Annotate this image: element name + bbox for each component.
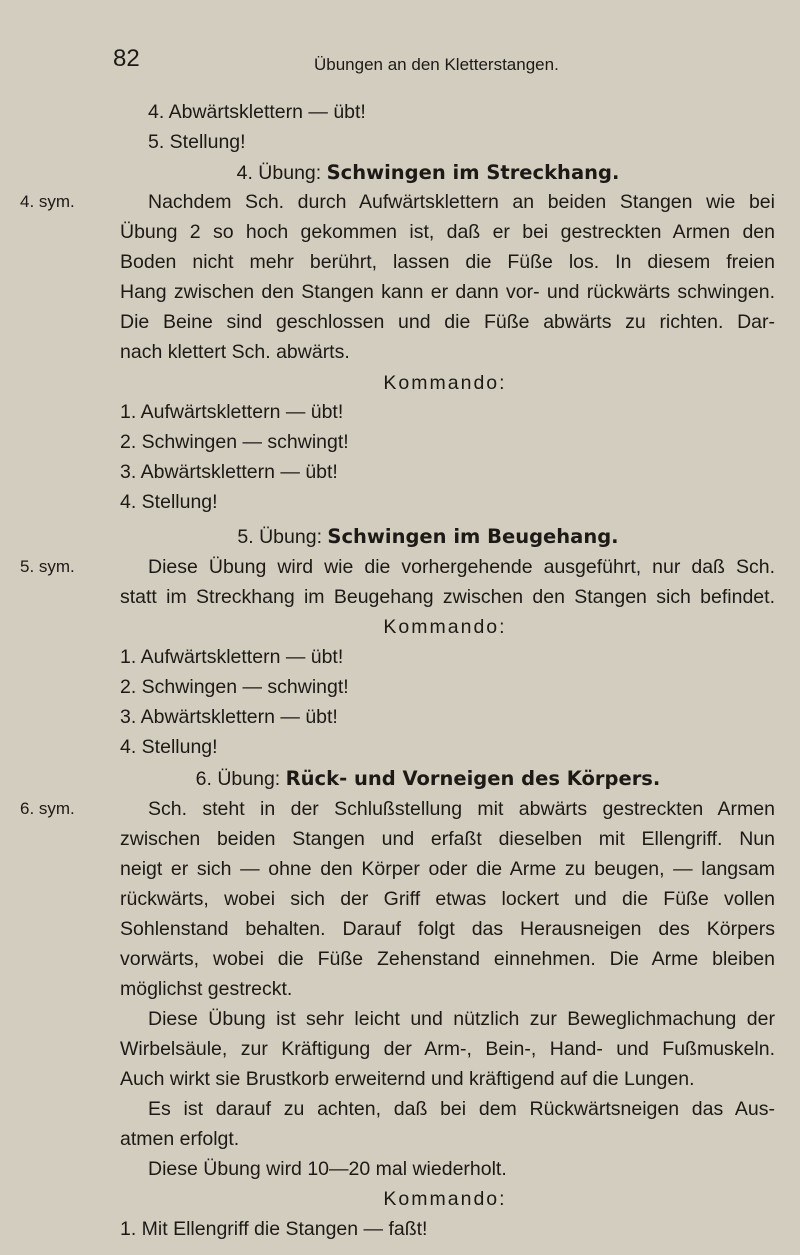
side-label: 6. sym. xyxy=(20,799,75,818)
side-label: 4. sym. xyxy=(20,192,75,211)
book-page: 82 Übungen an den Kletterstangen. 4. Abwärtsklettern — übt! 5. Stellung! 4. Übung: Schwingen im Streckhang. 4. sym. Nachdem Sch. durch Aufwärtsklettern an beiden Stangen wie bei Übung 2 so hoch gekommen ist, daß er bei gestreckten Armen den Boden nicht mehr berührt, lassen die Füße los. In diesem freien Hang zwischen den Stangen kann er dann vor- und rückwärts schwingen. Die Beine sind geschlossen und die Füße abwärts zu richten. Dar- nach klettert Sch. abwärts. Kommando: 1. Aufwärtsklettern — übt! 2. Schwingen — schwingt! 3. Abwärtsklettern — übt! 4. Stellung! 5. Übung: Schwingen im Beugehang. 5. sym. Diese Übung wird wie die vorhergehende ausgeführt, nur daß Sch. statt im Streckhang im Beugehang zwischen den Stangen sich befindet. Kommando: 1. Aufwärtsklettern — übt! 2. Schwingen — schwingt! 3. Abwärtsklettern — übt! 4. Stellung! 6. Übung: Rück- und Vorneigen des Körpers. 6. sym. Sch. steht in der Schlußstellung mit abwärts gestreckten Armen zwischen beiden Stangen und erfaßt dieselben mit Ellengriff. Nun neigt er sich — ohne den Körper oder die Arme zu beugen, — langsam rückwärts, wobei sich der Griff etwas lockert und die Füße vollen Sohlenstand behalten. Darauf folgt das Herausneigen des Körpers vorwärts, wobei die Füße Zehenstand einnehmen. Die Arme bleiben möglichst gestreckt. Diese Übung ist sehr leicht und nützlich zur Beweglichmachung der Wirbelsäule, zur Kräftigung der Arm-, Bein-, Hand- und Fußmuskeln. Auch wirkt sie Brustkorb erweiternd und kräftigend auf die Lungen. Es ist darauf zu achten, daß bei dem Rückwärtsneigen das Aus- atmen erfolgt. Diese Übung wird 10—20 mal wiederholt. Kommando: 1. Mit Ellengriff die Stangen — faßt! xyxy=(20,45,775,1240)
side-label: 5. sym. xyxy=(20,557,75,576)
running-title: Übungen an den Kletterstangen. xyxy=(314,55,559,74)
page-number: 82 xyxy=(113,45,140,72)
